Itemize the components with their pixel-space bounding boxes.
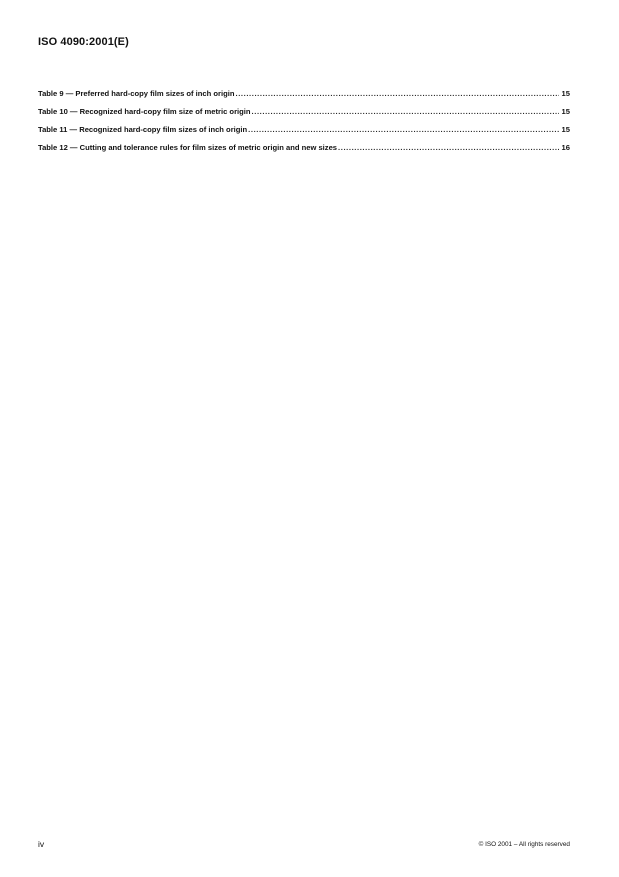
table-of-contents	[38, 89, 570, 161]
toc-entry-page: 16	[561, 143, 570, 152]
toc-entry-page: 15	[561, 107, 570, 116]
toc-leader-dots	[338, 143, 559, 152]
toc-entry[interactable]	[38, 125, 570, 143]
toc-entry[interactable]	[38, 143, 570, 161]
toc-entry-label: Table 11 — Recognized hard-copy film sizes of inch origin	[38, 125, 248, 134]
toc-leader-dots	[236, 89, 560, 98]
toc-entry[interactable]	[38, 89, 570, 107]
toc-leader-dots	[248, 125, 559, 134]
toc-entry-label: Table 10 — Recognized hard-copy film size of metric origin	[38, 107, 251, 116]
page-number: iv	[38, 839, 45, 849]
toc-entry[interactable]	[38, 107, 570, 125]
document-header: ISO 4090:2001(E)	[38, 36, 129, 48]
toc-entry-page: 15	[561, 89, 570, 98]
toc-entry-page: 15	[561, 125, 570, 134]
toc-leader-dots	[252, 107, 559, 116]
copyright-notice: © ISO 2001 – All rights reserved	[478, 841, 570, 848]
toc-entry-label: Table 9 — Preferred hard-copy film sizes of inch origin	[38, 89, 235, 98]
toc-entry-label: Table 12 — Cutting and tolerance rules for film sizes of metric origin and new sizes	[38, 143, 338, 152]
